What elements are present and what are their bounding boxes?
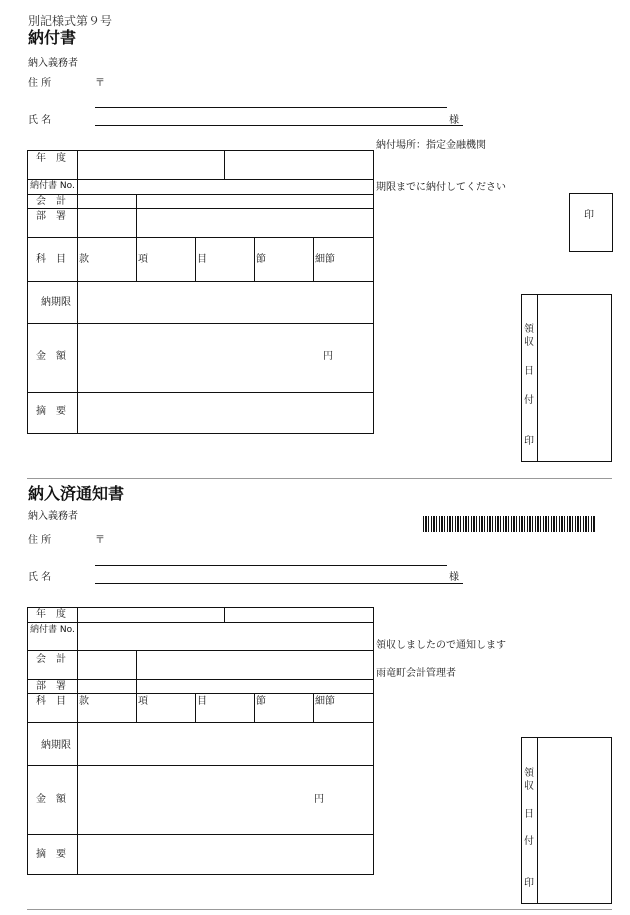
slip1-kan-label: 款	[79, 254, 89, 265]
slip1-seal-box	[569, 193, 613, 252]
form-number: 別記様式第９号	[28, 14, 113, 28]
slip-separator-2	[27, 909, 612, 910]
slip1-fiscal-year-label: 年 度	[36, 153, 66, 164]
slip1-due-date-label: 納期限	[41, 297, 71, 308]
slip2-address-line	[95, 565, 447, 566]
slip2-payer-label: 納入義務者	[28, 511, 78, 522]
slip2-account-label: 会 計	[36, 654, 66, 665]
slip2-postal-mark: 〒	[95, 535, 105, 546]
slip1-account-label: 会 計	[36, 196, 66, 207]
slip2-title: 納入済通知書	[28, 484, 125, 503]
slip2-receipt-char-5: 印	[524, 878, 534, 889]
slip1-receipt-char-1: 領	[524, 324, 534, 335]
slip1-deadline-note: 期限までに納付してください	[376, 182, 506, 193]
slip1-moku-label: 目	[197, 254, 207, 265]
slip2-department-label: 部 署	[36, 681, 66, 692]
slip2-honorific: 様	[449, 572, 459, 583]
slip2-yen-label: 円	[314, 794, 324, 805]
slip2-receipt-char-1: 領	[524, 768, 534, 779]
slip1-name-label: 氏 名	[28, 115, 52, 126]
barcode	[423, 516, 595, 532]
slip2-name-label: 氏 名	[28, 572, 52, 583]
slip1-receipt-char-4: 付	[524, 395, 534, 406]
slip1-remarks-label: 摘 要	[36, 406, 66, 417]
slip1-receipt-char-2: 収	[524, 337, 534, 348]
slip1-title: 納付書	[28, 28, 77, 47]
slip1-kou-label: 項	[138, 254, 148, 265]
slip2-receipt-notice: 領収しましたので通知します	[376, 640, 506, 651]
slip2-due-date-label: 納期限	[41, 740, 71, 751]
slip1-amount-label: 金 額	[36, 351, 66, 362]
slip2-receipt-divider	[537, 737, 538, 904]
slip2-amount-label: 金 額	[36, 794, 66, 805]
slip1-receipt-char-5: 印	[524, 436, 534, 447]
slip2-kan-label: 款	[79, 696, 89, 707]
slip1-postal-mark: 〒	[95, 78, 105, 89]
slip1-setsu-label: 節	[256, 254, 266, 265]
slip1-seal-label: 印	[584, 210, 594, 221]
slip2-setsu-label: 節	[256, 696, 266, 707]
slip2-subject-label: 科 目	[36, 696, 66, 707]
slip1-address-label: 住 所	[28, 78, 52, 89]
slip1-saisetsu-label: 細節	[315, 254, 335, 265]
slip1-receipt-divider	[537, 294, 538, 462]
slip2-address-label: 住 所	[28, 535, 52, 546]
slip2-name-line	[95, 583, 463, 584]
slip1-payer-label: 納入義務者	[28, 58, 78, 69]
slip2-remarks-label: 摘 要	[36, 849, 66, 860]
slip1-receipt-char-3: 日	[524, 366, 534, 377]
slip1-yen-label: 円	[323, 351, 333, 362]
slip2-kou-label: 項	[138, 696, 148, 707]
slip-separator-1	[27, 478, 612, 479]
slip1-payment-place: 納付場所：指定金融機関	[376, 140, 486, 151]
slip2-receipt-char-4: 付	[524, 836, 534, 847]
slip1-honorific: 様	[449, 115, 459, 126]
slip1-subject-label: 科 目	[36, 254, 66, 265]
slip1-department-label: 部 署	[36, 211, 66, 222]
slip2-slip-no-label: 納付書 No.	[30, 625, 75, 635]
slip2-receipt-char-3: 日	[524, 809, 534, 820]
slip2-moku-label: 目	[197, 696, 207, 707]
slip1-slip-no-label: 納付書 No.	[30, 181, 75, 191]
slip2-saisetsu-label: 細節	[315, 696, 335, 707]
slip1-name-line	[95, 125, 463, 126]
slip2-treasurer: 雨竜町会計管理者	[376, 668, 456, 679]
slip2-fiscal-year-label: 年 度	[36, 609, 66, 620]
slip1-address-line	[95, 107, 447, 108]
slip2-receipt-char-2: 収	[524, 781, 534, 792]
